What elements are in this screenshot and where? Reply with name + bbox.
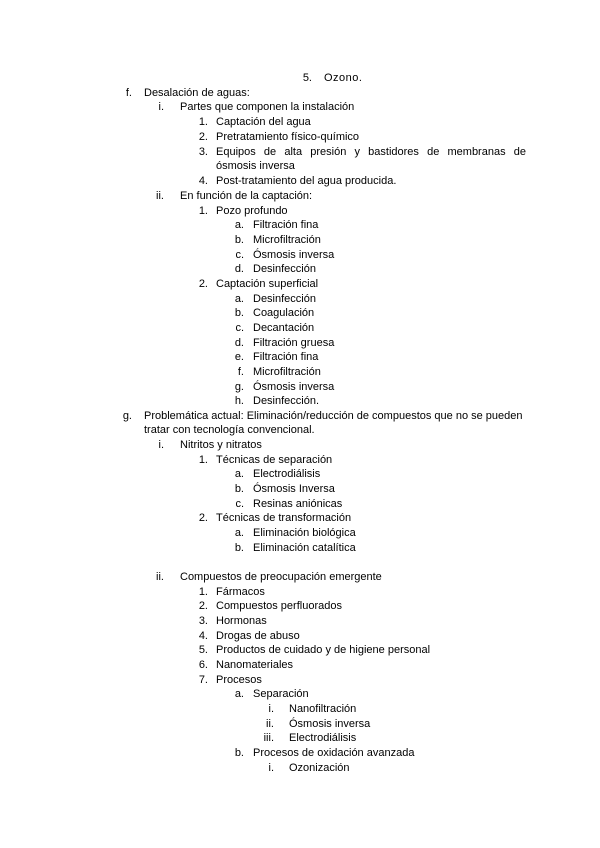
list-marker: b. <box>234 747 244 759</box>
list-marker: ii. <box>156 571 164 583</box>
subsection-title: Partes que componen la instalación <box>180 101 355 113</box>
list-marker: i. <box>158 439 164 451</box>
list-item-text: Captación superficial <box>216 278 319 290</box>
list-marker: 5. <box>302 72 312 84</box>
list-marker: h. <box>234 395 244 407</box>
list-marker: c. <box>235 249 244 261</box>
list-item-text: Filtración fina <box>253 351 319 363</box>
list-item-text: Ósmosis inversa <box>289 718 371 730</box>
list-marker: d. <box>234 263 244 275</box>
list-item-text: Técnicas de separación <box>216 454 333 466</box>
list-item-text: Desinfección <box>253 263 316 275</box>
list-item-text: Resinas aniónicas <box>253 498 343 510</box>
list-item-text: Fármacos <box>216 586 265 598</box>
list-marker: a. <box>234 468 244 480</box>
list-marker: a. <box>234 293 244 305</box>
list-marker: 1. <box>198 116 208 128</box>
list-item-text: Desinfección <box>253 293 316 305</box>
subsection-title: Nitritos y nitratos <box>180 439 262 451</box>
list-item-text: Eliminación catalítica <box>253 542 356 554</box>
list-item-text: Microfiltración <box>253 366 321 378</box>
list-marker: g. <box>122 410 132 422</box>
list-item-text: ósmosis inversa <box>216 160 295 172</box>
list-item-text: Filtración fina <box>253 219 319 231</box>
list-item-text: Ósmosis inversa <box>253 249 335 261</box>
list-item-text: Ósmosis inversa <box>253 381 335 393</box>
list-marker: d. <box>234 337 244 349</box>
list-item-text: Desinfección. <box>253 395 320 407</box>
subsection-title: En función de la captación: <box>180 190 313 202</box>
list-item-text: Hormonas <box>216 615 267 627</box>
list-marker: b. <box>234 307 244 319</box>
subsection-title: Compuestos de preocupación emergente <box>180 571 382 583</box>
list-item-text: Coagulación <box>253 307 315 319</box>
list-marker: g. <box>234 381 244 393</box>
list-item-text: Separación <box>253 688 309 700</box>
list-marker: 7. <box>198 674 208 686</box>
section-title: Desalación de aguas: <box>144 87 250 99</box>
list-marker: a. <box>234 219 244 231</box>
list-item-text: Nanomateriales <box>216 659 294 671</box>
list-item-text: Drogas de abuso <box>216 630 300 642</box>
list-item-text: Microfiltración <box>253 234 321 246</box>
list-marker: a. <box>234 527 244 539</box>
list-marker: 1. <box>198 205 208 217</box>
list-marker: f. <box>125 87 132 99</box>
list-item-text: Equipos de alta presión y bastidores de membranas de <box>216 146 526 158</box>
list-marker: 2. <box>198 600 208 612</box>
list-marker: i. <box>268 703 274 715</box>
list-marker: f. <box>237 366 244 378</box>
list-item-text: Eliminación biológica <box>253 527 356 539</box>
list-marker: e. <box>234 351 244 363</box>
list-marker: 6. <box>198 659 208 671</box>
list-item-text: Electrodiálisis <box>253 468 321 480</box>
list-item-text: Compuestos perfluorados <box>216 600 342 612</box>
list-item-text: Procesos de oxidación avanzada <box>253 747 415 759</box>
list-item-text: Captación del agua <box>216 116 311 128</box>
list-marker: 2. <box>198 512 208 524</box>
list-marker: 4. <box>198 175 208 187</box>
list-marker: 2. <box>198 131 208 143</box>
list-item-text: Ozonización <box>289 762 350 774</box>
list-marker: b. <box>234 483 244 495</box>
list-marker: i. <box>158 101 164 113</box>
list-item-text: Electrodiálisis <box>289 732 357 744</box>
list-item-text: Nanofiltración <box>289 703 357 715</box>
list-item-text: Técnicas de transformación <box>216 512 352 524</box>
list-marker: 5. <box>198 644 208 656</box>
list-marker: 1. <box>198 454 208 466</box>
list-marker: 1. <box>198 586 208 598</box>
list-marker: a. <box>234 688 244 700</box>
list-item-text: Filtración gruesa <box>253 337 335 349</box>
list-marker: ii. <box>156 190 164 202</box>
list-item-text: Pozo profundo <box>216 205 288 217</box>
list-marker: 2. <box>198 278 208 290</box>
list-marker: c. <box>235 498 244 510</box>
list-marker: c. <box>235 322 244 334</box>
list-marker: 4. <box>198 630 208 642</box>
list-item-text: Post-tratamiento del agua producida. <box>216 175 397 187</box>
list-marker: iii. <box>263 732 274 744</box>
list-marker: b. <box>234 234 244 246</box>
list-item-text: Productos de cuidado y de higiene personal <box>216 644 431 656</box>
list-marker: i. <box>268 762 274 774</box>
list-item-text: Ósmosis Inversa <box>253 483 335 495</box>
section-title: Problemática actual: Eliminación/reducción de compuestos que no se pueden <box>144 410 523 422</box>
list-marker: 3. <box>198 146 208 158</box>
list-marker: b. <box>234 542 244 554</box>
list-marker: 3. <box>198 615 208 627</box>
list-marker: ii. <box>266 718 274 730</box>
list-item-text: Pretratamiento físico-químico <box>216 131 360 143</box>
list-item-text: Procesos <box>216 674 262 686</box>
section-title: tratar con tecnología convencional. <box>144 424 315 436</box>
list-item-text: Ozono. <box>324 72 363 84</box>
list-item-text: Decantación <box>253 322 315 334</box>
